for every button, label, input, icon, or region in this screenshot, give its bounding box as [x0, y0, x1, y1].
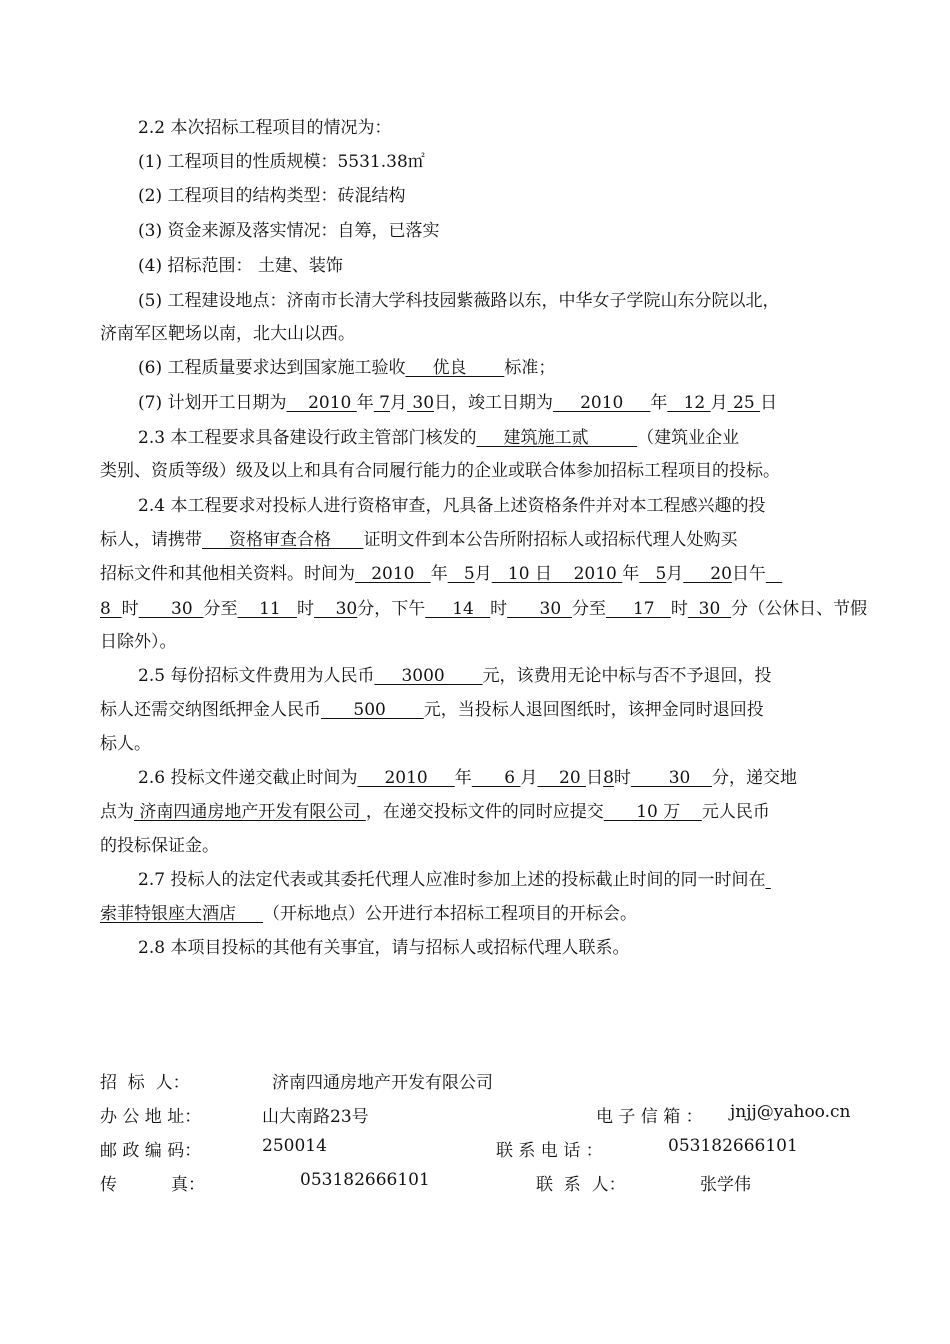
address-value: 山大南路23号: [262, 1107, 369, 1127]
contact-person-value: 张学伟: [700, 1175, 751, 1195]
text: 年: [454, 768, 472, 788]
text: 年: [650, 393, 668, 413]
text: （开标地点）公开进行本招标工程项目的开标会。: [263, 904, 638, 924]
text: 点为: [100, 802, 134, 822]
date-value: 5: [639, 564, 667, 584]
text: （建筑业企业: [637, 428, 740, 448]
item-7-prefix: (7) 计划开工日期为: [138, 393, 287, 413]
section-2-6-line3: 的投标保证金。: [100, 836, 219, 856]
email-label: 电 子 信 箱 ：: [596, 1107, 703, 1127]
text: 时: [296, 599, 314, 619]
item-4-scope: (4) 招标范围： 土建、装饰: [138, 256, 343, 276]
blank: [766, 564, 782, 584]
text: 月: [390, 393, 408, 413]
text: 日，竣工日期为: [434, 393, 554, 413]
text: 时: [121, 599, 139, 619]
section-2-3-line1: [138, 426, 739, 450]
item-6-quality-value: 优良: [405, 358, 505, 378]
bid-bond-value: 10 万: [603, 802, 702, 822]
address-label: 办 公 地 址：: [100, 1107, 202, 1127]
tenderer-label: 招 标 人：: [100, 1073, 190, 1093]
item-3-funding: (3) 资金来源及落实情况：自筹，已落实: [138, 221, 440, 241]
opening-place-value: 索菲特银座大酒店: [100, 904, 264, 924]
section-2-8: 2.8 本项目投标的其他有关事宜，请与招标人或招标代理人联系。: [138, 938, 630, 958]
section-2-6-line1: [138, 766, 797, 790]
end-month: 12: [667, 393, 711, 413]
text: 分至: [203, 599, 238, 619]
deadline-day: 20: [537, 768, 587, 788]
item-6-quality: [138, 356, 555, 380]
time-value: 30: [507, 599, 572, 619]
text: 时: [490, 599, 508, 619]
blank: [765, 870, 770, 890]
start-day: 30: [407, 393, 435, 413]
fax-label: 传 真：: [100, 1175, 206, 1195]
text: 2.3 本工程要求具备建设行政主管部门核发的: [138, 428, 477, 448]
section-2-7-line2: [100, 902, 637, 926]
document-fee-value: 3000: [374, 666, 483, 686]
postcode-label: 邮 政 编 码：: [100, 1141, 202, 1161]
end-year: 2010: [553, 393, 651, 413]
time-value: 17: [605, 599, 671, 619]
postcode-value: 250014: [262, 1136, 327, 1156]
text: 分，下午: [357, 599, 426, 619]
section-2-4-line4: [100, 597, 867, 621]
date-value: 2010: [355, 564, 431, 584]
text: 分至: [571, 599, 606, 619]
text: 日: [586, 768, 604, 788]
deadline-month: 6: [471, 768, 521, 788]
section-2-4-line3: [100, 562, 782, 586]
section-2-5-line2: [100, 698, 764, 722]
section-2-5-line1: [138, 664, 772, 688]
item-7-schedule: [138, 391, 777, 415]
drawing-deposit-value: 500: [321, 700, 424, 720]
phone-label: 联 系 电 话 ：: [496, 1141, 603, 1161]
phone-value: 053182666101: [668, 1136, 798, 1156]
section-2-4-line5: 日除外）。: [100, 632, 177, 652]
item-6-suffix: 标准；: [504, 358, 556, 378]
start-month: 7: [373, 393, 391, 413]
text: 月: [474, 564, 492, 584]
start-year: 2010: [286, 393, 357, 413]
text: 年: [430, 564, 448, 584]
section-2-5-line3: 标人。: [100, 734, 151, 754]
contact-person-label: 联 系 人：: [536, 1175, 626, 1195]
text: 元人民币: [701, 802, 770, 822]
section-2-7-line1: [138, 868, 771, 892]
text: 月: [520, 768, 538, 788]
text: 2.6 投标文件递交截止时间为: [138, 768, 358, 788]
qualification-review-value: 资格审查合格: [202, 530, 364, 550]
text: 分，递交地: [711, 768, 797, 788]
section-2-4-line2: [100, 528, 737, 552]
text: 日午: [731, 564, 766, 584]
item-1-scale: (1) 工程项目的性质规模：5531.38㎡: [138, 152, 425, 172]
time-value: 30: [687, 599, 732, 619]
date-value: 5: [447, 564, 475, 584]
text: 年: [622, 564, 640, 584]
section-2-2-heading: 2.2 本次招标工程项目的情况为：: [138, 118, 392, 138]
deadline-year: 2010: [357, 768, 455, 788]
time-value: 14: [425, 599, 491, 619]
text: 标人还需交纳图纸押金人民币: [100, 700, 321, 720]
fax-value: 053182666101: [300, 1170, 430, 1190]
deadline-minute: 30: [630, 768, 712, 788]
text: 2.5 每份招标文件费用为人民币: [138, 666, 375, 686]
time-value: 30: [313, 599, 358, 619]
text: 月: [666, 564, 684, 584]
time-value: 30: [138, 599, 204, 619]
date-value: 10 日 2010: [491, 564, 623, 584]
qualification-value: 建筑施工贰: [476, 428, 638, 448]
text: 标人，请携带: [100, 530, 202, 550]
submission-place-value: 济南四通房地产开发有限公司: [134, 802, 366, 822]
tenderer-value: 济南四通房地产开发有限公司: [272, 1073, 493, 1093]
text: 年: [356, 393, 374, 413]
text: 证明文件到本公告所附招标人或招标代理人处购买: [363, 530, 738, 550]
item-5-location-line1: (5) 工程建设地点：济南市长清大学科技园紫薇路以东，中华女子学院山东分院以北，: [138, 291, 780, 311]
text: 月: [710, 393, 728, 413]
date-value: 20: [683, 564, 732, 584]
item-6-prefix: (6) 工程质量要求达到国家施工验收: [138, 358, 406, 378]
section-2-6-line2: [100, 800, 770, 824]
text: 时: [670, 599, 688, 619]
text: 日: [760, 393, 778, 413]
text: 元，当投标人退回图纸时，该押金同时退回投: [423, 700, 764, 720]
text: 时: [613, 768, 631, 788]
email-value: jnjj@yahoo.cn: [730, 1102, 851, 1122]
section-2-3-line2: 类别、资质等级）级及以上和具有合同履行能力的企业或联合体参加招标工程项目的投标。: [100, 461, 780, 481]
time-value: 11: [237, 599, 297, 619]
text: 招标文件和其他相关资料。时间为: [100, 564, 355, 584]
end-day: 25: [727, 393, 761, 413]
text: 分（公休日、节假: [731, 599, 868, 619]
text: 2.7 投标人的法定代表或其委托代理人应准时参加上述的投标截止时间的同一时间在: [138, 870, 766, 890]
item-2-structure: (2) 工程项目的结构类型：砖混结构: [138, 186, 406, 206]
deadline-hour: 8: [603, 768, 614, 788]
text: ，在递交投标文件的同时应提交: [365, 802, 604, 822]
item-5-location-line2: 济南军区靶场以南，北大山以西。: [100, 324, 355, 344]
text: 元，该费用无论中标与否不予退回，投: [482, 666, 772, 686]
section-2-4-line1: 2.4 本工程要求对投标人进行资格审查，凡具备上述资格条件并对本工程感兴趣的投: [138, 496, 766, 516]
time-value: 8: [100, 599, 122, 619]
